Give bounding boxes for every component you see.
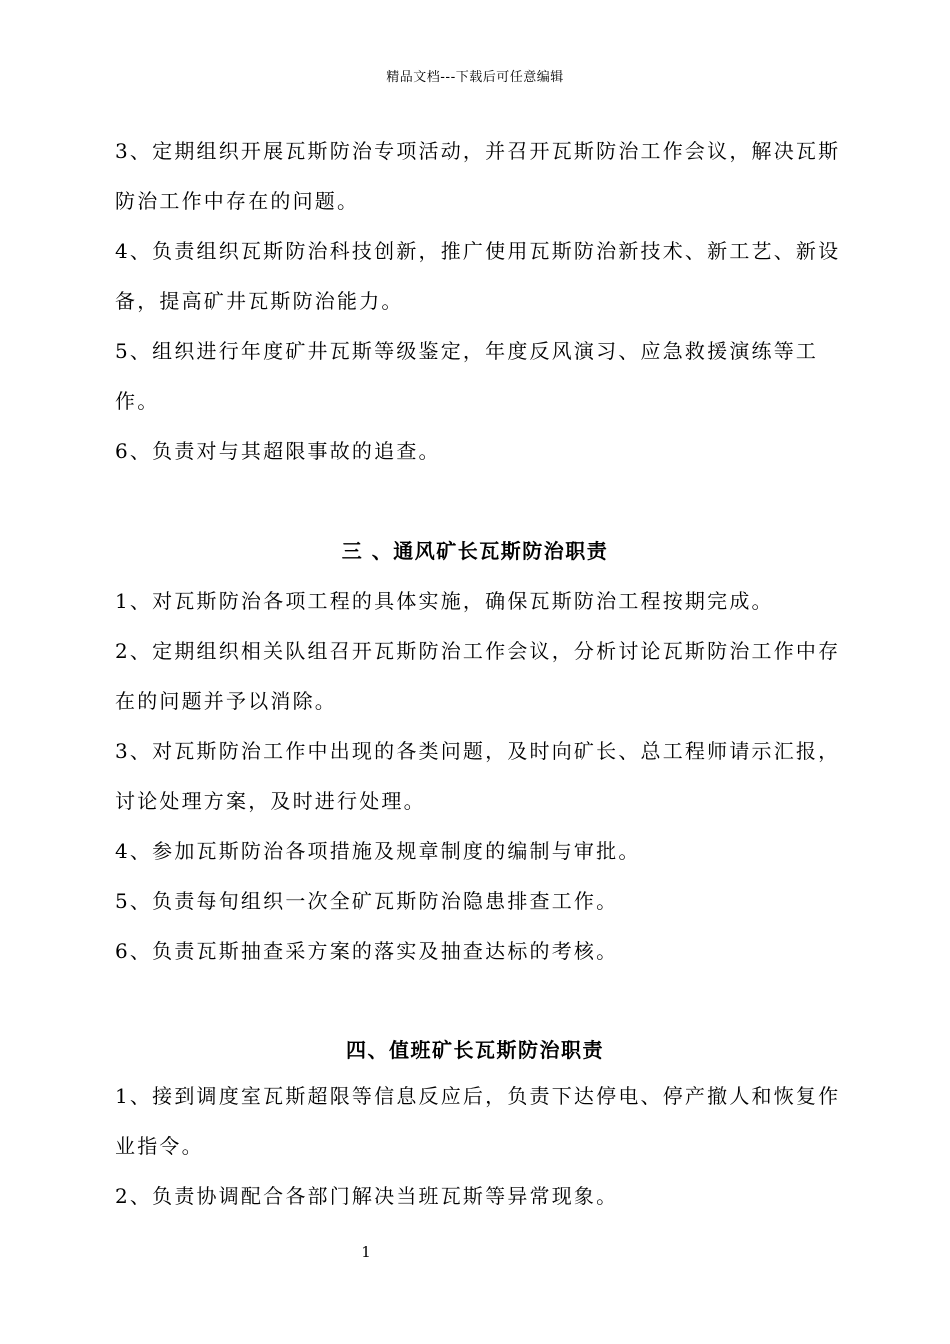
text-block-section-3	[115, 576, 845, 976]
paragraph: 5、负责每旬组织一次全矿瓦斯防治隐患排查工作。	[115, 889, 619, 913]
section-heading-4: 四、值班矿长瓦斯防治职责	[346, 1038, 604, 1062]
paragraph: 4、负责组织瓦斯防治科技创新，推广使用瓦斯防治新技术、新工艺、新设备，提高矿井瓦斯防治能力。	[115, 239, 841, 313]
paragraph: 2、定期组织相关队组召开瓦斯防治工作会议，分析讨论瓦斯防治工作中存在的问题并予以消除。	[115, 639, 841, 713]
paragraph: 3、对瓦斯防治工作中出现的各类问题，及时向矿长、总工程师请示汇报，讨论处理方案，及时进行处理。	[115, 739, 841, 813]
text-block-section-4	[115, 1071, 845, 1221]
text-block-1	[115, 126, 845, 476]
paragraph: 6、负责瓦斯抽查采方案的落实及抽查达标的考核。	[115, 939, 619, 963]
section-heading-3: 三 、通风矿长瓦斯防治职责	[341, 539, 609, 563]
paragraph: 2、负责协调配合各部门解决当班瓦斯等异常现象。	[115, 1184, 619, 1208]
paragraph: 6、负责对与其超限事故的追查。	[115, 439, 441, 463]
page-number: 1	[361, 1243, 371, 1261]
page-header: 精品文档---下载后可任意编辑	[386, 70, 564, 85]
paragraph: 1、接到调度室瓦斯超限等信息反应后，负责下达停电、停产撤人和恢复作业指令。	[115, 1084, 841, 1158]
paragraph: 4、参加瓦斯防治各项措施及规章制度的编制与审批。	[115, 839, 641, 863]
paragraph: 5、组织进行年度矿井瓦斯等级鉴定，年度反风演习、应急救援演练等工作。	[115, 339, 819, 413]
paragraph: 3、定期组织开展瓦斯防治专项活动，并召开瓦斯防治工作会议，解决瓦斯防治工作中存在的问题。	[115, 139, 841, 213]
paragraph: 1、对瓦斯防治各项工程的具体实施，确保瓦斯防治工程按期完成。	[115, 589, 774, 613]
